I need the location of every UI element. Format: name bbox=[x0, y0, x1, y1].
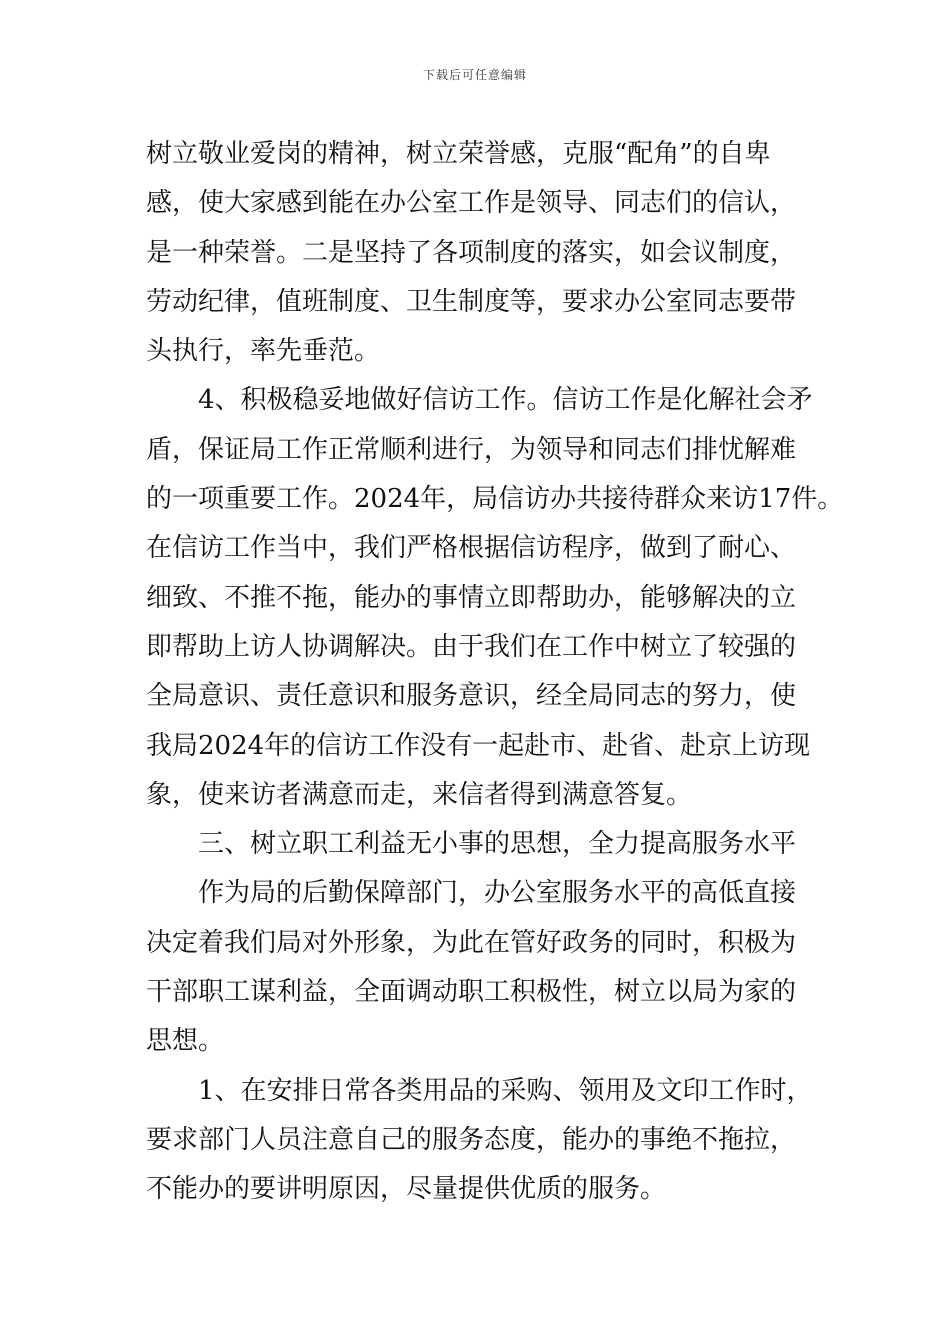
paragraph bbox=[146, 376, 844, 820]
text-line: 1、在安排日常各类用品的采购、领用及文印工作时， bbox=[198, 1075, 813, 1106]
text-line: 是一种荣誉。二是坚持了各项制度的落实，如会议制度， bbox=[146, 237, 797, 268]
text-line: 象，使来访者满意而走，来信者得到满意答复。 bbox=[146, 779, 693, 810]
text-line: 不能办的要讲明原因，尽量提供优质的服务。 bbox=[146, 1174, 667, 1205]
text-line: 即帮助上访人协调解决。由于我们在工作中树立了较强的 bbox=[146, 631, 797, 662]
section-heading bbox=[146, 820, 826, 869]
text-line: 4、积极稳妥地做好信访工作。信访工作是化解社会矛 bbox=[198, 385, 813, 416]
text-line: 树立敬业爱岗的精神，树立荣誉感，克服“配角”的自卑 bbox=[146, 139, 771, 169]
text-line: 作为局的后勤保障部门，办公室服务水平的高低直接 bbox=[198, 878, 797, 909]
text-line: 要求部门人员注意自己的服务态度，能办的事绝不拖拉， bbox=[146, 1124, 797, 1155]
text-line: 盾，保证局工作正常顺利进行，为领导和同志们排忧解难 bbox=[146, 434, 797, 465]
text-line: 三、树立职工利益无小事的思想，全力提高服务水平 bbox=[198, 829, 797, 860]
text-line: 头执行，率先垂范。 bbox=[146, 336, 381, 367]
text-line: 我局2024年的信访工作没有一起赴市、赴省、赴京上访现 bbox=[146, 730, 811, 761]
paragraph bbox=[146, 130, 826, 376]
text-line: 干部职工谋利益，全面调动职工积极性，树立以局为家的 bbox=[146, 977, 797, 1008]
page-header: 下载后可任意编辑 bbox=[422, 68, 527, 82]
document-body bbox=[146, 130, 844, 1215]
text-line: 全局意识、责任意识和服务意识，经全局同志的努力，使 bbox=[146, 681, 797, 712]
paragraph bbox=[146, 869, 826, 1066]
text-line: 决定着我们局对外形象，为此在管好政务的同时，积极为 bbox=[146, 927, 797, 958]
text-line: 思想。 bbox=[146, 1026, 225, 1057]
text-line: 劳动纪律，值班制度、卫生制度等，要求办公室同志要带 bbox=[146, 286, 797, 317]
text-line: 感，使大家感到能在办公室工作是领导、同志们的信认， bbox=[146, 188, 797, 219]
paragraph bbox=[146, 1067, 826, 1215]
text-line: 在信访工作当中，我们严格根据信访程序，做到了耐心、 bbox=[146, 533, 797, 564]
text-line: 细致、不推不拖，能办的事情立即帮助办，能够解决的立 bbox=[146, 582, 797, 613]
text-line: 的一项重要工作。2024年，局信访办共接待群众来访17件。 bbox=[146, 484, 844, 515]
